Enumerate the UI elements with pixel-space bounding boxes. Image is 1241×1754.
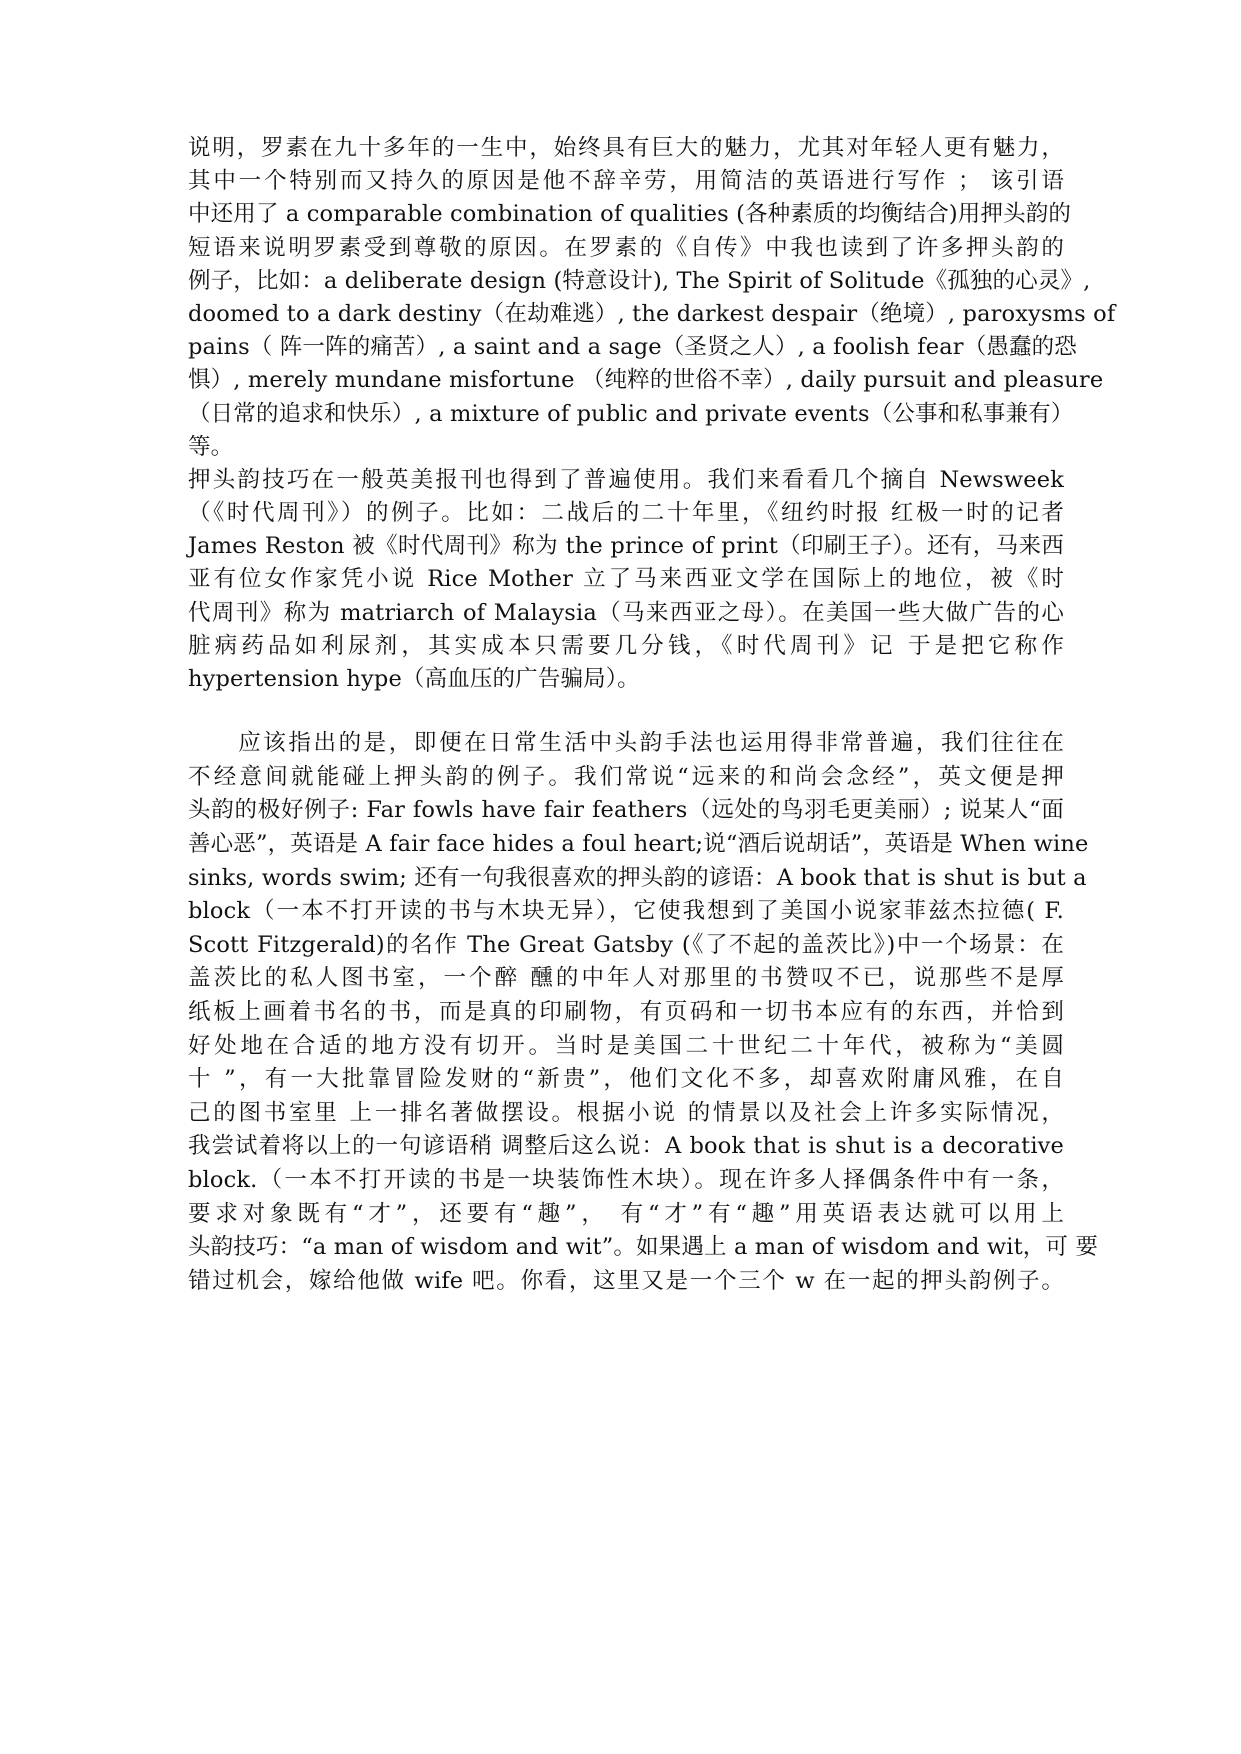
text-line: 押头韵技巧在一般英美报刊也得到了普遍使用。我们来看看几个摘自 Newsweek	[188, 466, 1064, 493]
text-line: 其中一个特别而又持久的原因是他不辞辛劳，用简洁的英语进行写作 ； 该引语	[188, 168, 1064, 195]
text-line: 错过机会，嫁给他做 wife 吧。你看，这里又是一个三个 w 在一起的押头韵例子。	[188, 1267, 1064, 1294]
text-line: pains（ 阵一阵的痛苦）, a saint and a sage（圣贤之人）, a foolish fear（愚蠢的恐	[188, 334, 1077, 361]
text-line: block（一本不打开读的书与木块无异），它使我想到了美国小说家菲兹杰拉德( F.	[188, 898, 1064, 925]
text-line: 不经意间就能碰上押头韵的例子。我们常说“远来的和尚会念经”，英文便是押	[188, 763, 1064, 790]
text-line: doomed to a dark destiny（在劫难逃）, the darkest despair（绝境）, paroxysms of	[188, 300, 1116, 327]
text-line: 说明，罗素在九十多年的一生中，始终具有巨大的魅力，尤其对年轻人更有魅力，	[188, 135, 1064, 161]
text-line: 应该指出的是，即便在日常生活中头韵手法也运用得非常普遍，我们往往在	[188, 730, 1064, 757]
text-line: 短语来说明罗素受到尊敬的原因。在罗素的《自传》中我也读到了许多押头韵的	[188, 234, 1064, 261]
text-line: 己的图书室里 上一排名著做摆设。根据小说 的情景以及社会上许多实际情况，	[188, 1099, 1064, 1126]
text-line: 头韵的极好例子: Far fowls have fair feathers（远处的鸟羽毛更美丽）; 说某人“面	[188, 797, 1064, 824]
text-line: 盖茨比的私人图书室，一个醉 醺的中年人对那里的书赞叹不已，说那些不是厚	[188, 965, 1064, 992]
text-line: hypertension hype（高血压的广告骗局）。	[188, 666, 640, 692]
text-line: （日常的追求和快乐）, a mixture of public and private events（公事和私事兼有）	[188, 400, 1074, 427]
text-line: block.（一本不打开读的书是一块装饰性木块）。现在许多人择偶条件中有一条，	[188, 1166, 1064, 1193]
text-line: James Reston 被《时代周刊》称为 the prince of print（印刷王子）。还有，马来西	[188, 533, 1064, 560]
text-line: 惧）, merely mundane misfortune （纯粹的世俗不幸）, daily pursuit and pleasure	[188, 367, 1104, 394]
text-line: sinks, words swim; 还有一句我很喜欢的押头韵的谚语：A book that is shut is but a	[188, 864, 1087, 891]
text-line: 亚有位女作家凭小说 Rice Mother 立了马来西亚文学在国际上的地位，被《时	[188, 566, 1064, 593]
text-line: 十 ”，有一大批靠冒险发财的“新贵”，他们文化不多，却喜欢附庸风雅，在自	[188, 1066, 1064, 1093]
text-line: 纸板上画着书名的书，而是真的印刷物，有页码和一切书本应有的东西，并恰到	[188, 998, 1064, 1025]
text-line: 我尝试着将以上的一句谚语稍 调整后这么说：A book that is shut is a decorative	[188, 1133, 1064, 1160]
paragraph-spacer	[188, 696, 1064, 727]
text-line: 代周刊》称为 matriarch of Malaysia（马来西亚之母）。在美国一些大做广告的心	[188, 599, 1064, 626]
text-line: 好处地在合适的地方没有切开。当时是美国二十世纪二十年代，被称为“美圆	[188, 1032, 1064, 1059]
text-line: （《时代周刊》）的例子。比如：二战后的二十年里，《纽约时报 红极一时的记者	[188, 500, 1064, 527]
text-line: 脏病药品如利尿剂，其实成本只需要几分钱，《时代周刊》记 于是把它称作	[188, 632, 1064, 659]
text-line: 要求对象既有“才”，还要有“趣”， 有“才”有“趣”用英语表达就可以用上	[188, 1200, 1064, 1227]
paragraph-1	[188, 132, 1116, 464]
paragraph-3	[188, 727, 1099, 1298]
text-line: 善心恶”，英语是 A fair face hides a foul heart;说“酒后说胡话”，英语是 When wine	[188, 830, 1089, 857]
text-line: Scott Fitzgerald)的名作 The Great Gatsby (《了不起的盖茨比》)中一个场景：在	[188, 931, 1064, 958]
text-line: 例子，比如：a deliberate design (特意设计), The Spirit of Solitude《孤独的心灵》,	[188, 267, 1091, 294]
text-line: 中还用了 a comparable combination of qualities (各种素质的均衡结合)用押头韵的	[188, 201, 1072, 228]
paragraph-2	[188, 464, 1064, 696]
text-line: 头韵技巧：“a man of wisdom and wit”。如果遇上 a man of wisdom and wit，可 要	[188, 1234, 1099, 1261]
text-line: 等。	[188, 433, 234, 460]
article-body	[188, 132, 1116, 1298]
